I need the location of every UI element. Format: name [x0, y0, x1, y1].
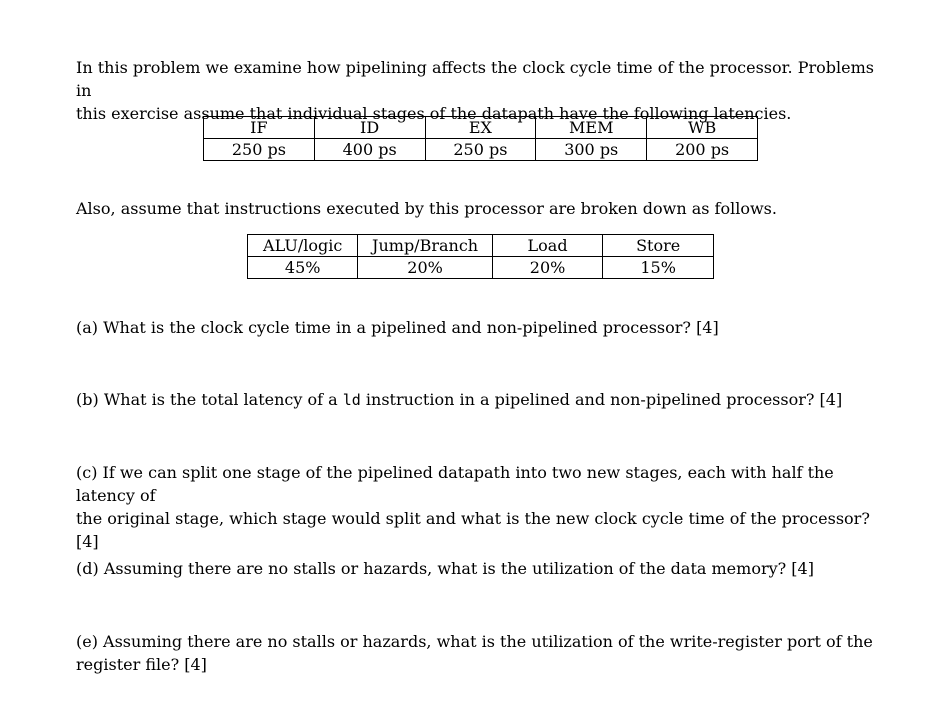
intro-line-2: this exercise assume that individual stages of the datapath have the following latencies.	[76, 104, 792, 123]
stage-header-row	[204, 117, 758, 139]
mix-value-store: 15%	[603, 257, 714, 279]
stage-latency-table	[203, 116, 758, 161]
question-c-line-1: (c) If we can split one stage of the pipelined datapath into two new stages, each with half the latency of	[76, 463, 834, 505]
mix-header-branch: Jump/Branch	[358, 235, 492, 257]
mix-value-alu: 45%	[248, 257, 358, 279]
question-c	[76, 461, 876, 553]
stage-value-ex: 250 ps	[425, 139, 536, 161]
mix-header-store: Store	[603, 235, 714, 257]
stage-header-id: ID	[314, 117, 425, 139]
mix-header-load: Load	[492, 235, 603, 257]
intro-line-1: In this problem we examine how pipelining affects the clock cycle time of the processor. Problems in	[76, 58, 874, 100]
mix-intro: Also, assume that instructions executed by this processor are broken down as follows.	[76, 199, 777, 218]
stage-header-wb: WB	[647, 117, 758, 139]
question-e-line-2: register file? [4]	[76, 655, 207, 674]
stage-header-mem: MEM	[536, 117, 647, 139]
stage-header-if: IF	[204, 117, 315, 139]
question-b-prefix: (b) What is the total latency of a	[76, 390, 343, 409]
question-b-suffix: instruction in a pipelined and non-pipelined processor? [4]	[360, 390, 843, 409]
stage-header-ex: EX	[425, 117, 536, 139]
stage-value-if: 250 ps	[204, 139, 315, 161]
question-b-code: ld	[342, 391, 361, 409]
question-c-line-2: the original stage, which stage would split and what is the new clock cycle time of the processor? [4]	[76, 509, 870, 551]
question-a: (a) What is the clock cycle time in a pipelined and non-pipelined processor? [4]	[76, 318, 719, 337]
mix-value-branch: 20%	[358, 257, 492, 279]
mix-value-load: 20%	[492, 257, 603, 279]
stage-value-id: 400 ps	[314, 139, 425, 161]
mix-value-row	[248, 257, 714, 279]
mix-header-row	[248, 235, 714, 257]
mix-header-alu: ALU/logic	[248, 235, 358, 257]
stage-value-wb: 200 ps	[647, 139, 758, 161]
intro-paragraph	[76, 56, 876, 125]
question-d: (d) Assuming there are no stalls or hazards, what is the utilization of the data memory? [4]	[76, 559, 814, 578]
question-e-line-1: (e) Assuming there are no stalls or hazards, what is the utilization of the write-register port of the	[76, 632, 873, 651]
instruction-mix-table	[247, 234, 714, 279]
question-b	[76, 388, 876, 412]
question-e	[76, 630, 876, 676]
stage-value-row	[204, 139, 758, 161]
stage-value-mem: 300 ps	[536, 139, 647, 161]
